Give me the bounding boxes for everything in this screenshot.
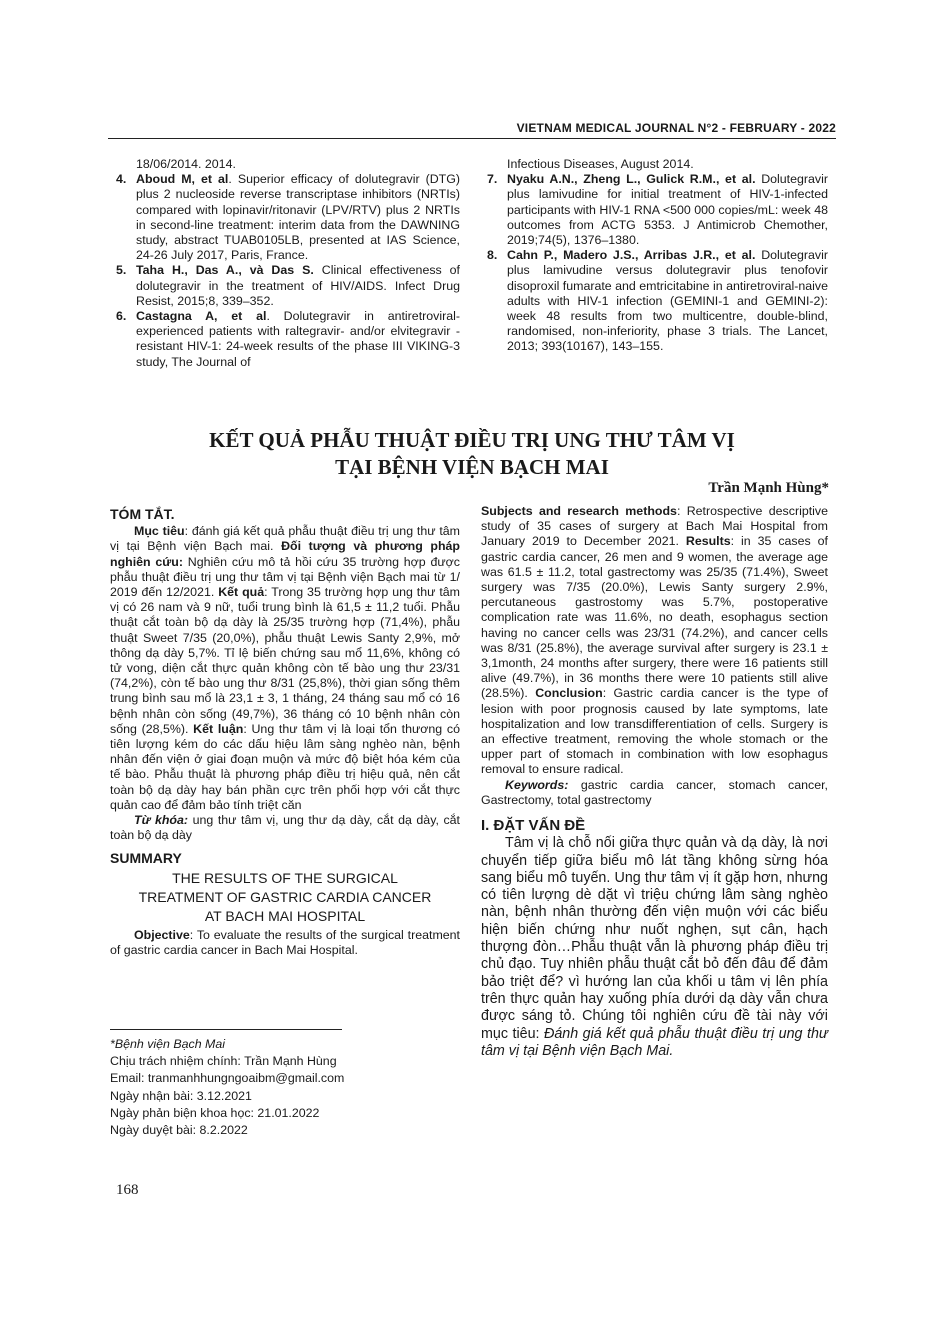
page-number: 168 — [116, 1182, 139, 1198]
summary-heading: SUMMARY — [110, 850, 182, 867]
footnote-rule — [110, 1029, 342, 1030]
tomtat-heading: TÓM TẮT. — [110, 506, 175, 522]
intro-body: Tâm vị là chỗ nối giữa thực quản và dạ dày, là nơi chuyển tiếp giữa biểu mô lát tầng không sừng hóa sang biểu mô tuyến. Ung thư tâm vị ít gặp hơn, nhưng có tiên lượng dè dặt vì triệu chứng lâm sàng nghèo nàn, bệnh nhân thường đến viện muộn với các biểu hiện biến chứng như nuốt nghẹn, sụt cân, hạch thượng đòn…Phẫu thuật vẫn là phương pháp điều trị chủ đạo. Tuy nhiên phẫu thuật cắt bỏ đến đâu để đảm bảo triệt để? vì hướng lan của khối u tâm vị lên phía trên thực quản hay xuống phía dưới dạ dày vẫn chưa được sáng tỏ. Chúng tôi nghiên cứu đề tài này với mục tiêu: Đánh giá kết quả phẫu thuật điều trị ung thư tâm vị tại Bệnh viện Bạch Mai. — [481, 835, 828, 1059]
references-right — [481, 157, 828, 355]
summary-body: Subjects and research methods: Retrospective descriptive study of 35 cases of surgery at Bach Mai Hospital from January 2019 to December 2021. Results: in 35 cases of gastric cardia cancer, 26 men and 9 women, the average age was 61.5 ± 11.2, total gastrectomy was 25/35 (71.4%), Sweet surgery was 7/35 (20.0%), Lewis Santy surgery 2.9%, percutaneous gastrostomy was 5.7%, postoperative complication rate was 11.6%, no death, esophagus section having no cancer cells was 23/31 (74.2%), and cancer cells was 8/31 (25.8%), the average survival after surgery is 23.1 ± 3,1month, 24 months after surgery, there were 16 patients still alive (49.7%), in 36 months there were 10 patients still alive (28.5%). Conclusion: Gastric cardia cancer is the type of lesion with poor prognosis caused by late symptoms, late hospitalization and low transdifferentiation of cells. Surgery is an effective treatment, removing the whole stomach or the upper part of stomach in combination with low esophagus removal to ensure radical. — [481, 504, 828, 777]
abstract-left-column — [110, 507, 460, 958]
summary-keywords: Keywords: gastric cardia cancer, stomach cancer, Gastrectomy, total gastrectomy — [481, 777, 828, 807]
reference-6: 6. Castagna A, et al. Dolutegravir in antiretroviral-experienced patients with raltegravir- and/or elvitegravir - resistant HIV-1: 24-week results of the phase III VIKING-3 study, The Journal of — [116, 309, 460, 369]
reference-7: 7. Nyaku A.N., Zheng L., Gulick R.M., et al. Dolutegravir plus lamivudine for initial treatment of HIV-1-infected participants with HIV-1 RNA <500 000 copies/mL: week 48 outcomes from ACTG 5353. J Antimicrob Chemother, 2019;74(5), 1376–1380. — [487, 172, 828, 248]
references-left — [110, 157, 460, 370]
reference-5: 5. Taha H., Das A., và Das S. Clinical effectiveness of dolutegravir in the treatment of HIV/AIDS. Infect Drug Resist, 2015;8, 339–352. — [116, 263, 460, 308]
reference-4: 4. Aboud M, et al. Superior efficacy of dolutegravir (DTG) plus 2 nucleoside reverse transcriptase inhibitors (NRTIs) compared with lopinavir/ritonavir (LPV/RTV) plus 2 NRTIs in second-line treatment: interim data from the DAWNING study, abstract TUAB0105LB, presented at IAS Science, 24-26 July 2017, Paris, France. — [116, 172, 460, 263]
tomtat-body: Mục tiêu: đánh giá kết quả phẫu thuật điều trị ung thư tâm vị tại Bệnh viện Bạch mai. Đối tượng và phương pháp nghiên cứu: Nghiên cứu mô tả hồi cứu 35 trường hợp được phẫu thuật điều trị ung thư tâm vị tại Bệnh viện Bạch mai từ 1/ 2019 đến 12/2021. Kết quả: Trong 35 trường hợp ung thư tâm vị có 26 nam và 9 nữ, tuổi trung bình là 61,5 ± 11,2 tuổi. Phẫu thuật cắt toàn bộ dạ dày là 25/35 trường hợp (71,4%), phẫu thuật Sweet 7/35 (20,0%), phẫu thuật Lewis Santy 2,9%, mở thông dạ dày 5,7%. Tỉ lệ biến chứng sau mổ 11,6%, không có tử vong, diện cắt thực quản không còn tế bào ung thư 23/31 (74,2%), còn tế bào ung thư 8/31 (25,8%), thời gian sống thêm trung bình sau mổ là 23,1 ± 3, 1 tháng, 24 tháng sau mổ có 16 bệnh nhân còn sống (49,7%), 36 tháng có 10 bệnh nhân còn sống (28,5%). Kết luận: Ung thư tâm vị là loại tổn thương có tiên lượng kém do các dấu hiệu lâm sàng nghèo nàn, bệnh nhân đến viện ở giai đoạn muộn và mức độ biệt hóa kém của tế bào. Phẫu thuật là phương pháp điều trị hiệu quả, nên cắt toàn bộ dạ dày hay bán phần cực trên phối hợp với cắt thực quản cao để đảm bảo tính triệt căn — [110, 524, 461, 812]
intro-heading: I. ĐẶT VẤN ĐỀ — [481, 817, 586, 835]
header-rule — [108, 138, 836, 139]
journal-header: VIETNAM MEDICAL JOURNAL N°2 - FEBRUARY - 2022 — [516, 121, 836, 135]
author-name: Trần Mạnh Hùng* — [708, 480, 829, 496]
reference-8: 8. Cahn P., Madero J.S., Arribas J.R., et al. Dolutegravir plus lamivudine versus dolutegravir plus tenofovir disoproxil fumarate and emtricitabine in antiretroviral-naive adults with HIV-1 infection (GEMINI-1 and GEMINI-2): week 48 results from two multicentre, double-blind, randomised, non-inferiority, phase 3 trials. The Lancet, 2013; 393(10167), 143–155. — [487, 248, 828, 354]
summary-title: THE RESULTS OF THE SURGICAL TREATMENT OF GASTRIC CARDIA CANCER AT BACH MAI HOSPITAL — [138, 869, 432, 924]
tomtat-keywords: Từ khóa: ung thư tâm vị, ung thư dạ dày, cắt dạ dày, cắt toàn bộ dạ dày — [110, 813, 460, 843]
reference-cont-right: Infectious Diseases, August 2014. — [507, 157, 694, 171]
article-title — [108, 427, 836, 481]
summary-objective: Objective: To evaluate the results of the surgical treatment of gastric cardia cancer in Bach Mai Hospital. — [110, 927, 460, 957]
title-line-2: TẠI BỆNH VIỆN BẠCH MAI — [335, 455, 609, 479]
title-line-1: KẾT QUẢ PHẪU THUẬT ĐIỀU TRỊ UNG THƯ TÂM VỊ — [209, 428, 735, 452]
footnote: *Bệnh viện Bạch Mai Chịu trách nhiệm chính: Trần Mạnh Hùng Email: tranmanhhungngoaibm@gmail.com Ngày nhận bài: 3.12.2021 Ngày phản biện khoa học: 21.01.2022 Ngày duyệt bài: 8.2.2022 — [110, 1037, 345, 1138]
abstract-right-column — [481, 504, 828, 1060]
reference-cont: 18/06/2014. 2014. — [136, 157, 236, 171]
